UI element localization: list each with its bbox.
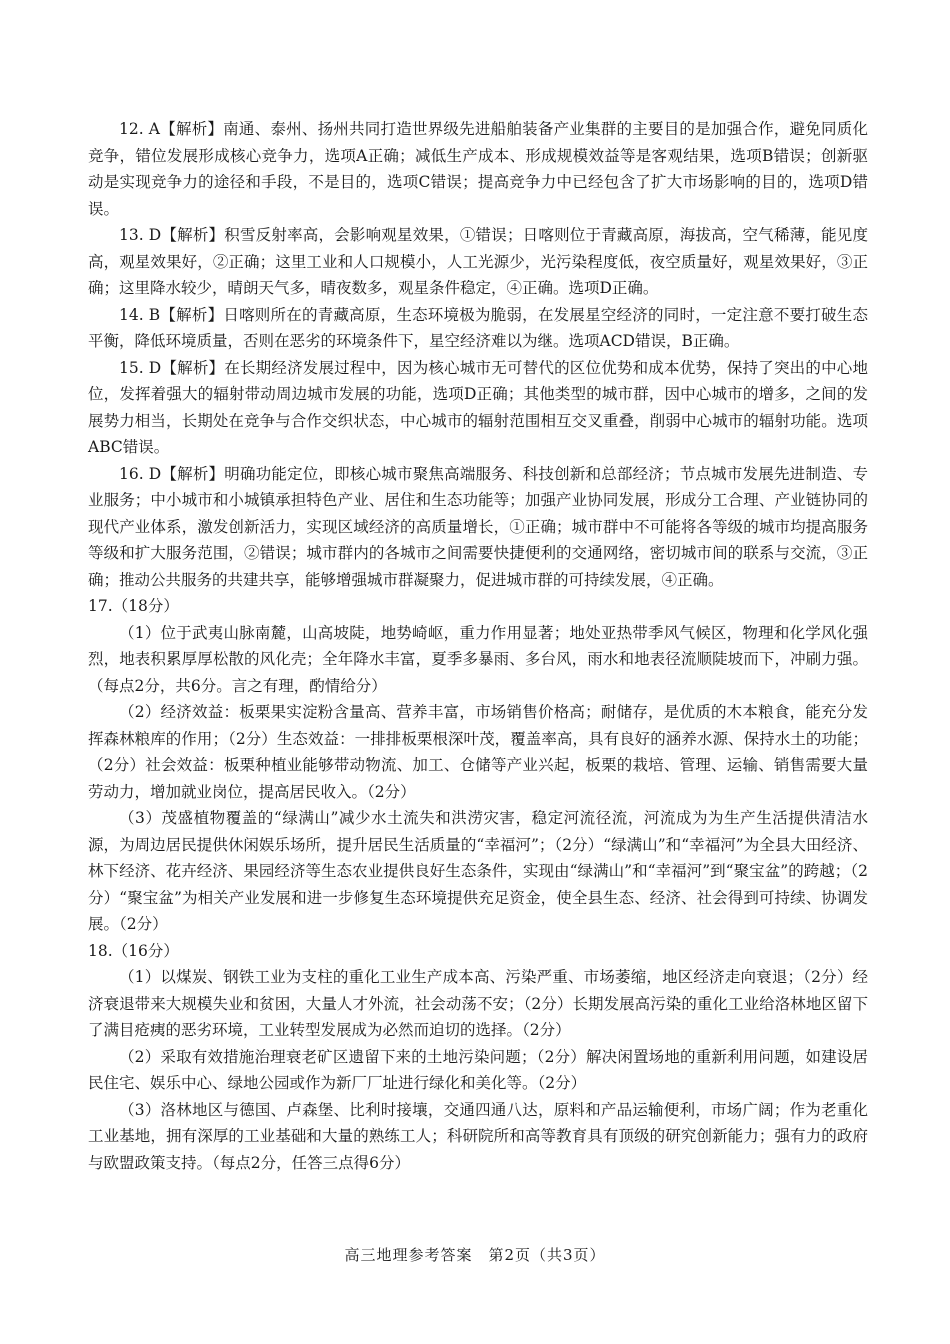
answer-q16: 16. D【解析】明确功能定位，即核心城市聚焦高端服务、科技创新和总部经济；节点城市发展先进制造、专业服务；中小城市和小城镇承担特色产业、居住和生态功能等；加强产业协同发展，形成分工合理、产业链协同的现代产业体系，激发创新活力，实现区域经济的高质量增长，①正确；城市群中不可能将各等级的城市均提高服务等级和扩大服务范围，②错误；城市群内的各城市之间需要快捷便利的交通网络，密切城市间的联系与交流，③正确；推动公共服务的共建共享，能够增强城市群凝聚力，促进城市群的可持续发展，④正确。 [88,464,868,589]
answer-q13: 13. D【解析】积雪反射率高，会影响观星效果，①错误；日喀则位于青藏高原，海拔高，空气稀薄，能见度高，观星效果好，②正确；这里工业和人口规模小，人工光源少，光污染程度低，夜空质量好，观星效果好，③正确；这里降水较少，晴朗天气多，晴夜数多，观星条件稳定，④正确。选项D正确。 [88,226,868,297]
question-17-title: 17.（18分） [88,597,179,615]
page-footer: 高三地理参考答案 第2页（共3页） [344,1246,606,1264]
answer-q18-part3: （3）洛林地区与德国、卢森堡、比利时接壤，交通四通八达，原料和产品运输便利，市场广阔；作为老重化工业基地，拥有深厚的工业基础和大量的熟练工人；科研院所和高等教育具有顶级的研究创新能力；强有力的政府与欧盟政策支持。（每点2分，任答三点得6分） [88,1100,868,1172]
answer-page-body [88,116,868,1176]
question-18-title: 18.（16分） [88,941,179,960]
answer-q18-part2: （2）采取有效措施治理衰老矿区遗留下来的土地污染问题；（2分）解决闲置场地的重新利用问题，如建设居民住宅、娱乐中心、绿地公园或作为新厂厂址进行绿化和美化等。（2分） [88,1047,868,1092]
answer-q17-part3: （3）茂盛植物覆盖的“绿满山”减少水土流失和洪涝灾害，稳定河流径流，河流成为为生产生活提供清洁水源，为周边居民提供休闲娱乐场所，提升居民生活质量的“幸福河”；（2分）“绿满山”和“幸福河”为全县大田经济、林下经济、花卉经济、果园经济等生态农业提供良好生态条件，实现由“绿满山”和“幸福河”到“聚宝盆”的跨越；（2分）“聚宝盆”为相关产业发展和进一步修复生态环境提供充足资金，使全县生态、经济、社会得到可持续、协调发展。（2分） [88,809,868,933]
answer-q15: 15. D【解析】在长期经济发展过程中，因为核心城市无可替代的区位优势和成本优势，保持了突出的中心地位，发挥着强大的辐射带动周边城市发展的功能，选项D正确；其他类型的城市群，因中心城市的增多，之间的发展势力相当，长期处在竞争与合作交织状态，中心城市的辐射范围相互交叉重叠，削弱中心城市的辐射功能。选项ABC错误。 [88,358,868,456]
answer-q18-part1: （1）以煤炭、钢铁工业为支柱的重化工业生产成本高、污染严重、市场萎缩，地区经济走向衰退；（2分）经济衰退带来大规模失业和贫困，大量人才外流，社会动荡不安；（2分）长期发展高污染的重化工业给洛林地区留下了满目疮痍的恶劣环境，工业转型发展成为必然而迫切的选择。（2分） [88,968,868,1039]
answer-q14: 14. B【解析】日喀则所在的青藏高原，生态环境极为脆弱，在发展星空经济的同时，一定注意不要打破生态平衡，降低环境质量，否则在恶劣的环境条件下，星空经济难以为继。选项ACD错误，B正确。 [88,305,868,350]
answer-q17-part2: （2）经济效益：板栗果实淀粉含量高、营养丰富，市场销售价格高；耐储存，是优质的木本粮食，能充分发挥森林粮库的作用；（2分）生态效益：一排排板栗根深叶茂，覆盖率高，具有良好的涵养水源、保持水土的功能；（2分）社会效益：板栗种植业能够带动物流、加工、仓储等产业兴起，板栗的栽培、管理、运输、销售需要大量劳动力，增加就业岗位，提高居民收入。（2分） [88,703,868,801]
answer-q12: 12. A【解析】南通、泰州、扬州共同打造世界级先进船舶装备产业集群的主要目的是加强合作，避免同质化竞争，错位发展形成核心竞争力，选项A正确；减低生产成本、形成规模效益等是客观结果，选项B错误；创新驱动是实现竞争力的途径和手段，不是目的，选项C错误；提高竞争力中已经包含了扩大市场影响的目的，选项D错误。 [88,120,868,218]
answer-q17-part1: （1）位于武夷山脉南麓，山高坡陡，地势崎岖，重力作用显著；地处亚热带季风气候区，物理和化学风化强烈，地表积累厚厚松散的风化壳；全年降水丰富，夏季多暴雨、多台风，雨水和地表径流顺陡坡而下，冲刷力强。（每点2分，共6分。言之有理，酌情给分） [88,623,868,695]
